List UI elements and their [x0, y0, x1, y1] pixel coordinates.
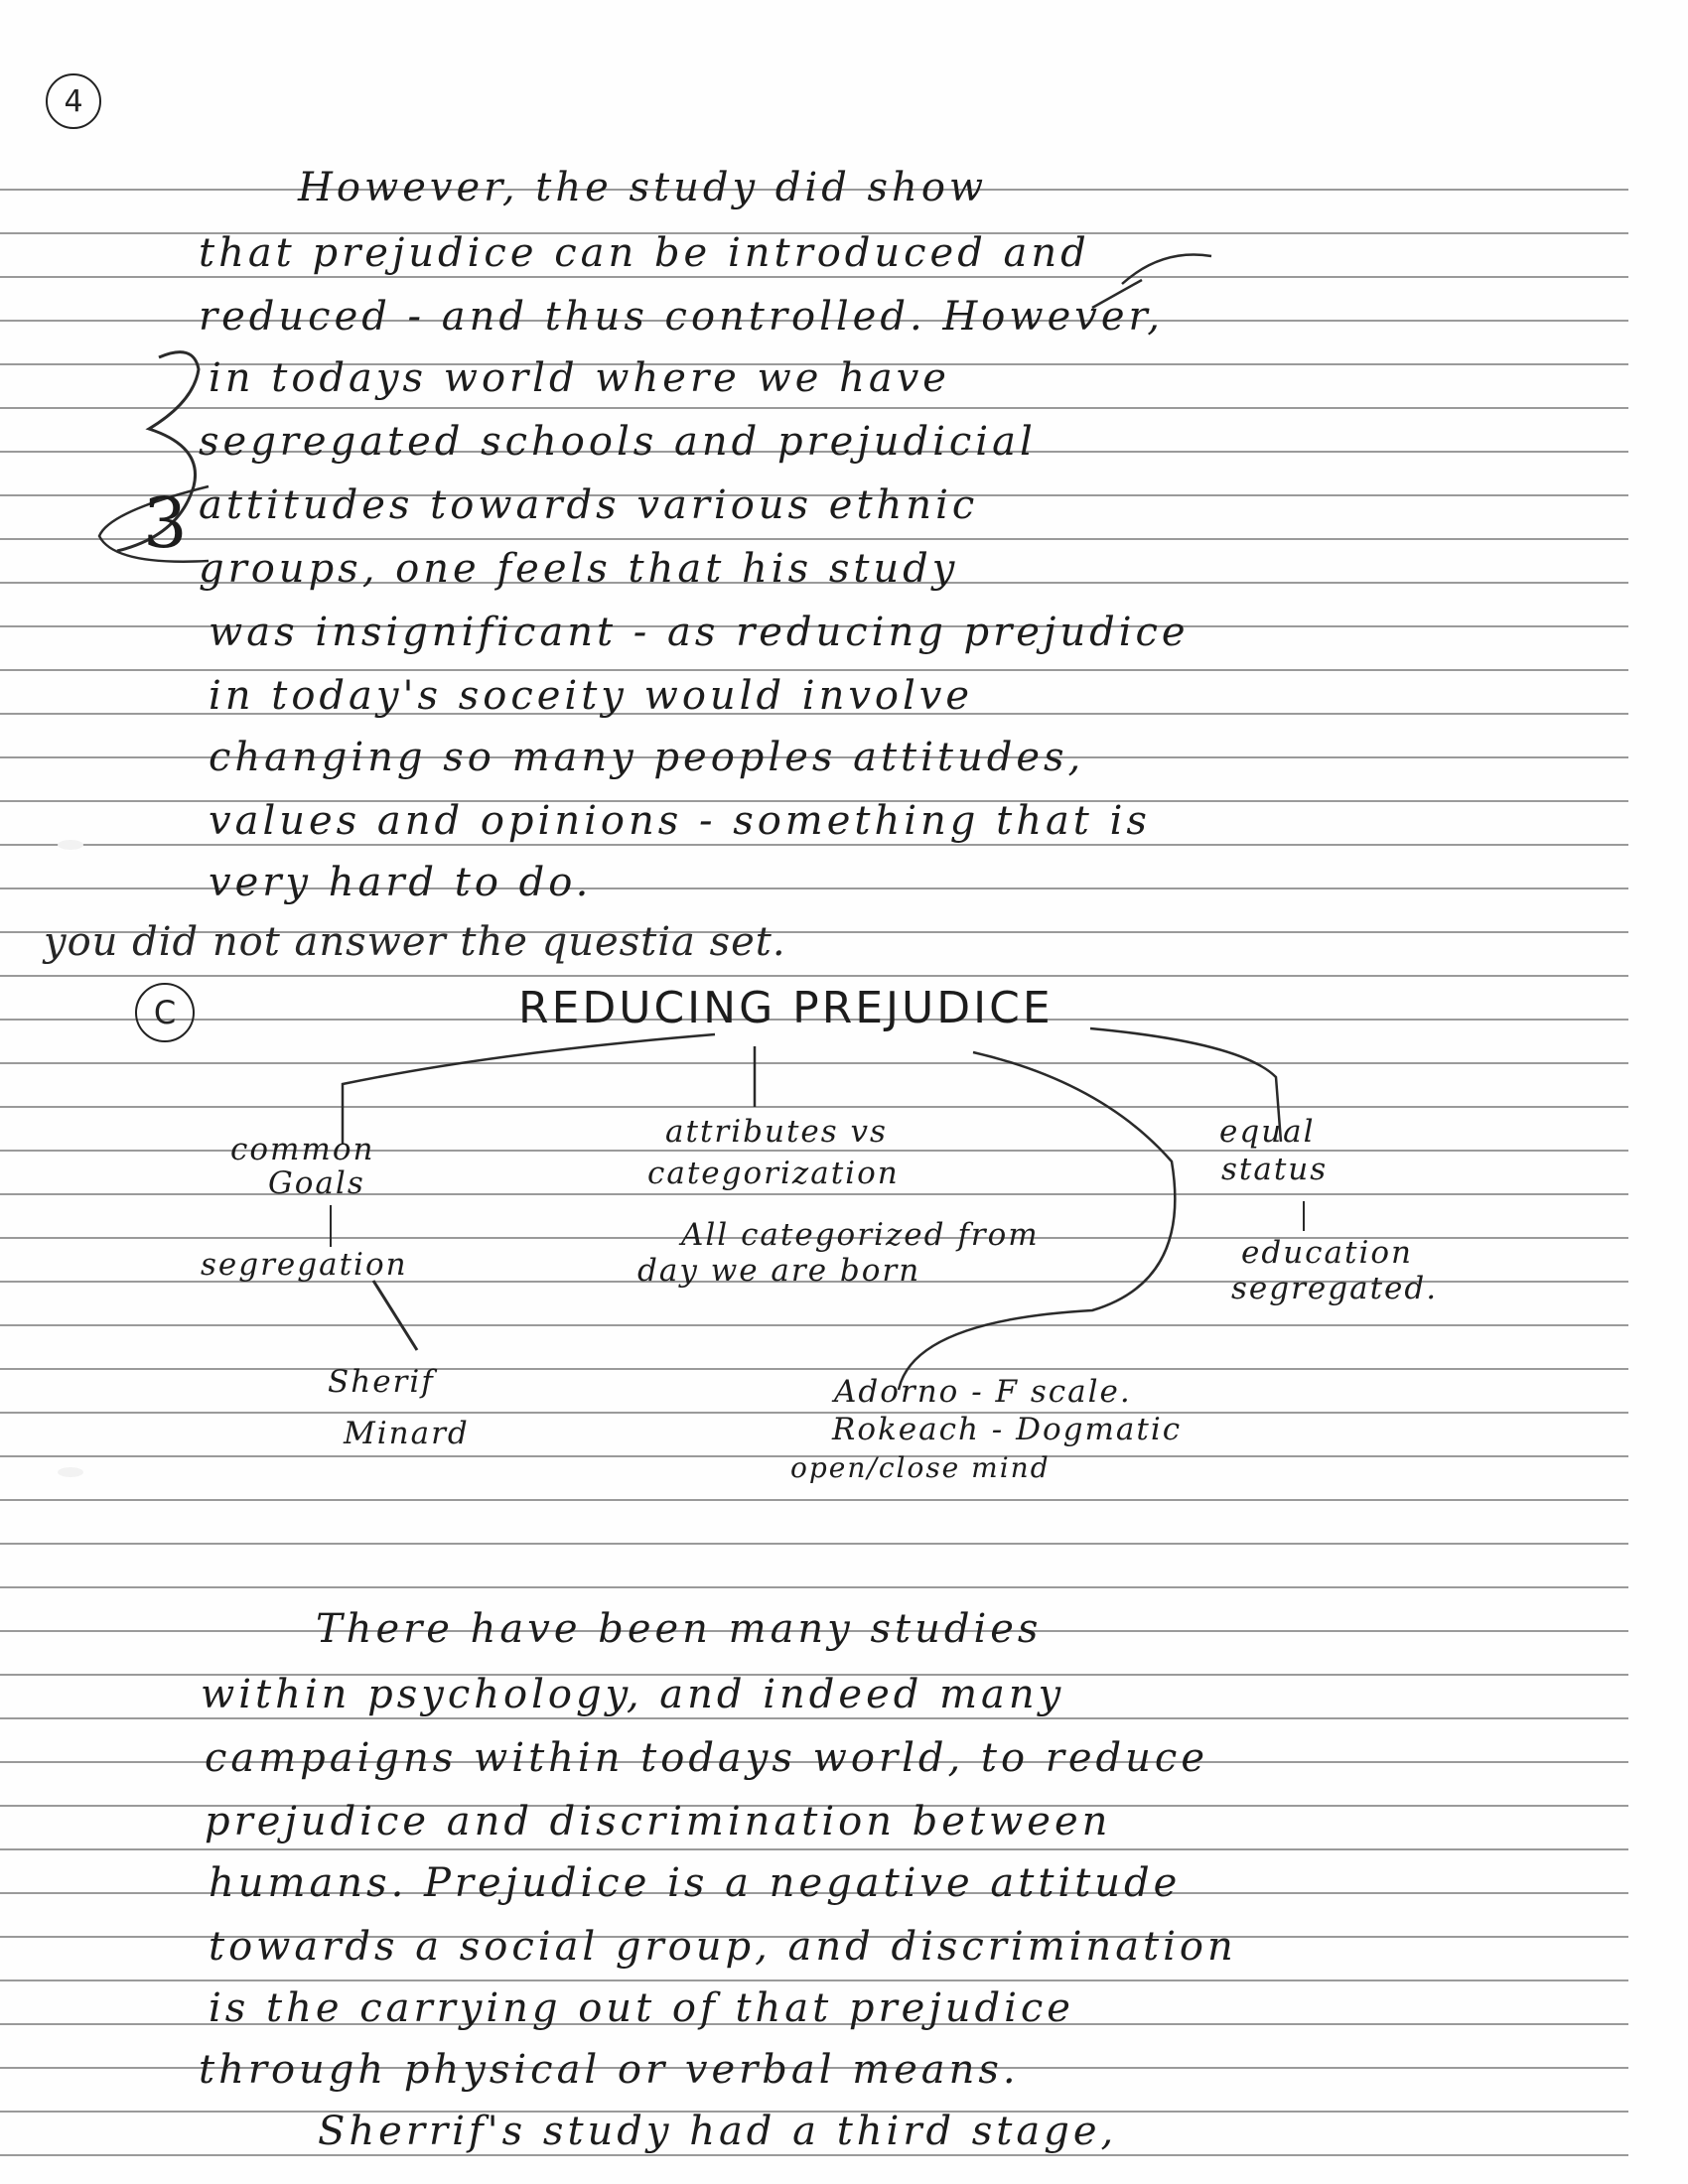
- text-line: prejudice and discrimination between: [205, 1799, 1112, 1844]
- branch-middle-sub: All categorized from: [681, 1217, 1040, 1253]
- text-line: segregated schools and prejudicial: [199, 419, 1037, 465]
- text-line: was insignificant - as reducing prejudice: [209, 610, 1190, 655]
- text-line: changing so many peoples attitudes,: [209, 735, 1085, 780]
- branch-right-heading: equal: [1219, 1114, 1316, 1150]
- branch-right-heading: status: [1221, 1152, 1329, 1187]
- section-label: C: [135, 983, 195, 1042]
- branch-right-sub: education: [1241, 1235, 1413, 1271]
- branch-left-leaf: Minard: [344, 1416, 470, 1451]
- text-line: through physical or verbal means.: [199, 2047, 1020, 2093]
- connector-left-leaf: [373, 1281, 417, 1350]
- connector-left: [343, 1034, 715, 1144]
- teacher-comment: you did not answer the questia set.: [44, 919, 786, 965]
- text-line: is the carrying out of that prejudice: [209, 1985, 1074, 2031]
- text-line: Sherrif's study had a third stage,: [318, 2109, 1118, 2154]
- text-line: reduced - and thus controlled. However,: [199, 294, 1164, 340]
- text-line: in todays world where we have: [209, 355, 950, 401]
- text-line: within psychology, and indeed many: [201, 1672, 1065, 1717]
- loop-note: Rokeach - Dogmatic: [832, 1412, 1183, 1447]
- branch-middle-heading: categorization: [647, 1156, 900, 1191]
- branch-left-heading: Goals: [268, 1165, 365, 1201]
- text-line: values and opinions - something that is: [209, 798, 1151, 844]
- text-line: towards a social group, and discrimination: [209, 1924, 1237, 1970]
- branch-middle-sub: day we are born: [637, 1253, 921, 1289]
- branch-left-leaf: Sherif: [328, 1364, 435, 1400]
- branch-left-sub: segregation: [201, 1247, 408, 1283]
- text-line: that prejudice can be introduced and: [199, 230, 1090, 276]
- text-line: campaigns within todays world, to reduce: [205, 1735, 1208, 1781]
- diagram-title: REDUCING PREJUDICE: [518, 983, 1054, 1033]
- text-line: attitudes towards various ethnic: [199, 482, 979, 528]
- text-line: in today's soceity would involve: [209, 673, 974, 719]
- text-line: There have been many studies: [316, 1606, 1043, 1652]
- loop-note: Adorno - F scale.: [834, 1374, 1132, 1410]
- text-line: groups, one feels that his study: [199, 546, 959, 592]
- branch-left-heading: common: [230, 1132, 375, 1167]
- text-line: However, the study did show: [298, 165, 988, 210]
- text-line: very hard to do.: [209, 860, 593, 905]
- margin-mark-label: 3: [143, 482, 188, 564]
- loop-note: open/close mind: [790, 1451, 1051, 1484]
- page-number: 4: [46, 73, 101, 129]
- branch-right-sub: segregated.: [1231, 1271, 1439, 1306]
- branch-middle-heading: attributes vs: [665, 1114, 888, 1150]
- text-line: humans. Prejudice is a negative attitude: [209, 1860, 1182, 1906]
- correction-tick: [1092, 255, 1211, 308]
